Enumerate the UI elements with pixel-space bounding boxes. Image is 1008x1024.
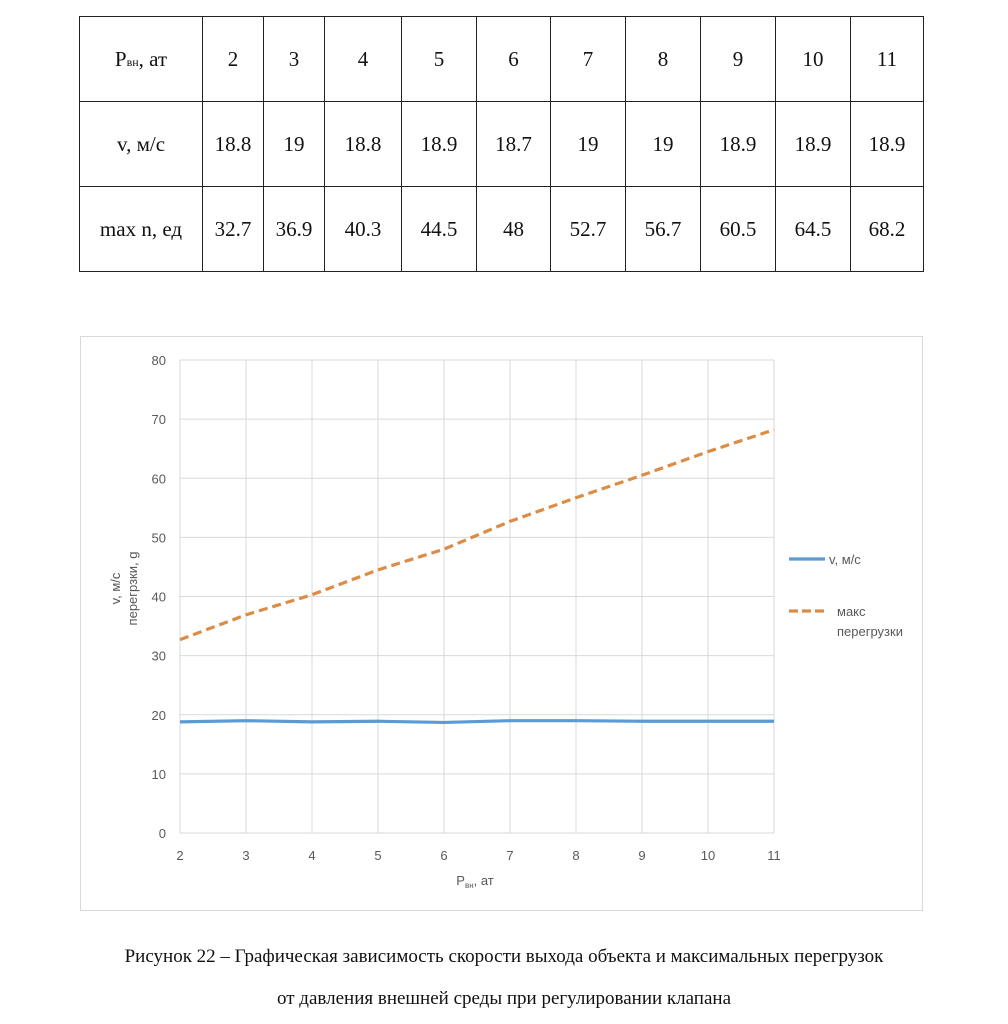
table-cell: 19 [626, 102, 701, 187]
x-tick-label: 9 [638, 848, 646, 863]
table-cell: 11 [851, 17, 924, 102]
line-chart [81, 337, 922, 910]
table-cell: 19 [551, 102, 626, 187]
table-cell: 18.9 [402, 102, 477, 187]
figure-caption-line-1: Рисунок 22 – Графическая зависимость скорости выхода объекта и максимальных перегрузок [124, 946, 884, 967]
row-header-max-overload: max n, ед [80, 187, 203, 272]
chart-frame [80, 336, 923, 911]
y-tick-label: 40 [151, 589, 166, 605]
x-axis-label-subscript: вн [464, 881, 474, 890]
table-row-velocity [80, 102, 924, 187]
x-tick-label: 5 [374, 848, 382, 863]
y-tick-label: 80 [151, 353, 166, 368]
legend-label-max-overload-line-1: макс [837, 604, 866, 619]
y-tick-label: 60 [151, 471, 166, 487]
y-tick-label: 20 [151, 707, 166, 723]
series-line-velocity [180, 721, 774, 723]
table-cell: 18.7 [477, 102, 551, 187]
x-tick-label: 8 [572, 848, 580, 863]
table-cell: 18.8 [325, 102, 402, 187]
row-header-velocity: v, м/с [80, 102, 203, 187]
table-cell: 52.7 [551, 187, 626, 272]
series-line-max-overload [180, 430, 774, 640]
x-tick-label: 6 [440, 848, 448, 863]
x-tick-label: 3 [242, 848, 250, 863]
pressure-label-subscript: вн [126, 54, 139, 69]
x-tick-label: 7 [506, 848, 514, 863]
x-axis-label [456, 873, 494, 890]
table-cell: 18.9 [851, 102, 924, 187]
table-cell: 4 [325, 17, 402, 102]
x-tick-label: 2 [176, 848, 184, 863]
table-cell: 36.9 [264, 187, 325, 272]
table-cell: 60.5 [701, 187, 776, 272]
table-cell: 32.7 [203, 187, 264, 272]
table-cell: 18.8 [203, 102, 264, 187]
legend-label-max-overload-line-2: перегрузки [837, 624, 903, 639]
table-row-max-overload [80, 187, 924, 272]
table-cell: 18.9 [701, 102, 776, 187]
table-cell: 56.7 [626, 187, 701, 272]
legend-label-velocity: v, м/с [829, 552, 861, 567]
y-tick-label: 0 [158, 826, 166, 841]
table-cell: 19 [264, 102, 325, 187]
table-cell: 7 [551, 17, 626, 102]
y-tick-label: 10 [151, 766, 166, 782]
y-axis-label-line-2: перегрзки, g [125, 551, 140, 626]
x-tick-label: 11 [767, 848, 781, 863]
table-cell: 68.2 [851, 187, 924, 272]
data-table [79, 16, 924, 272]
x-tick-label: 10 [700, 848, 716, 863]
pressure-label: P [114, 46, 127, 71]
table-cell: 9 [701, 17, 776, 102]
figure-caption-line-2: от давления внешней среды при регулировании клапана [276, 988, 731, 1009]
y-tick-label: 30 [151, 648, 166, 664]
table-cell: 40.3 [325, 187, 402, 272]
table-cell: 48 [477, 187, 551, 272]
table-cell: 44.5 [402, 187, 477, 272]
row-header-pressure [80, 17, 203, 102]
pressure-label-unit: , ат [138, 46, 168, 71]
x-axis-label-main: P [456, 873, 465, 888]
x-tick-label: 4 [308, 848, 316, 863]
y-tick-label: 70 [151, 412, 166, 428]
y-tick-label: 50 [151, 530, 166, 546]
table-cell: 6 [477, 17, 551, 102]
table-cell: 8 [626, 17, 701, 102]
y-axis-label-line-1: v, м/с [108, 572, 123, 605]
x-axis-label-unit: , ат [473, 873, 494, 888]
table-cell: 18.9 [776, 102, 851, 187]
table-row-pressure [80, 17, 924, 102]
table-cell: 64.5 [776, 187, 851, 272]
table-cell: 5 [402, 17, 477, 102]
table-cell: 10 [776, 17, 851, 102]
table-cell: 2 [203, 17, 264, 102]
table-cell: 3 [264, 17, 325, 102]
